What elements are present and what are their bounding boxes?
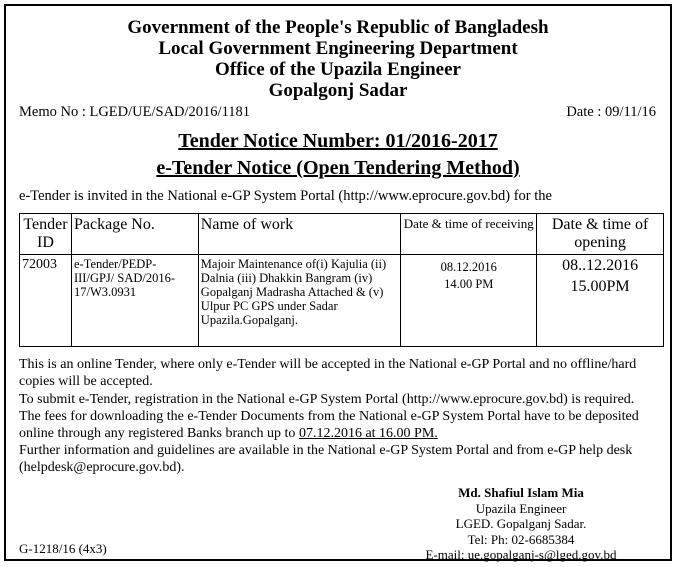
opening-time: 15.00PM: [570, 278, 630, 295]
memo-number: Memo No : LGED/UE/SAD/2016/1181: [19, 104, 251, 120]
header-government: Government of the People's Republic of Bangladesh: [127, 17, 549, 38]
notice-header: [6, 17, 670, 101]
signature-block: [396, 485, 646, 563]
table-header-row: [20, 214, 664, 255]
signatory-email: E-mail: ue.gopalganj-s@lged.gov.bd: [425, 547, 617, 562]
paragraph-registration: To submit e-Tender, registration in the National e-GP System Portal (http://www.eprocure.gov.bd) is required.: [19, 392, 635, 407]
header-receiving: Date & time of receiving: [401, 214, 537, 255]
fees-deadline: 07.12.2016 at 16.00 PM.: [298, 426, 438, 441]
header-location: Gopalgonj Sadar: [268, 80, 408, 101]
memo-date: Date : 09/11/16: [566, 104, 656, 120]
memo-row: [19, 104, 656, 121]
signatory-office: LGED. Gopalganj Sadar.: [455, 516, 587, 531]
fees-text: The fees for downloading the e-Tender Documents from the National e-GP System Portal have to be deposited online through any registered Banks branch up to: [19, 409, 639, 441]
signatory-phone: Tel: Ph: 02-6685384: [467, 531, 575, 547]
cell-package-no: e-Tender/PEDP-III/GPJ/ SAD/2016-17/W3.0931: [71, 255, 198, 347]
reference-code: G-1218/16 (4x3): [19, 541, 107, 556]
paragraph-further-info: Further information and guidelines are available in the National e-GP System Portal and from e-GP help desk (helpdesk@eprocure.gov.bd).: [19, 443, 633, 475]
cell-receiving: [401, 255, 537, 347]
header-office: Office of the Upazila Engineer: [215, 59, 461, 80]
receiving-date: 08.12.2016: [440, 260, 497, 274]
paragraph-online-tender: This is an online Tender, where only e-Tender will be accepted in the National e-GP Portal and no offline/hard copies will be accepted.: [19, 357, 637, 389]
table-row: [20, 255, 664, 347]
signatory-designation: Upazila Engineer: [475, 500, 567, 516]
cell-opening: [537, 255, 664, 347]
header-opening: Date & time of opening: [537, 214, 664, 255]
cell-name-of-work: Majoir Maintenance of(i) Kajulia (ii) Dalnia (iii) Dhakkin Bangram (iv) Gopalganj Madrasha Attached & (v) Ulpur PC GPS under Sadar Upazila.Gopalganj.: [198, 255, 401, 347]
paragraph-fees: [19, 408, 656, 442]
header-name-of-work: Name of work: [198, 214, 401, 255]
tender-table: [19, 213, 664, 347]
header-tender-id: Tender ID: [20, 214, 72, 255]
tender-notice-number: Tender Notice Number: 01/2016-2017: [178, 130, 498, 152]
receiving-time: 14.00 PM: [444, 277, 494, 291]
intro-text: e-Tender is invited in the National e-GP System Portal (http://www.eprocure.gov.bd) for the: [19, 188, 552, 204]
cell-tender-id: 72003: [20, 255, 72, 347]
opening-date: 08..12.2016: [562, 257, 639, 274]
tender-method-title: e-Tender Notice (Open Tendering Method): [156, 157, 520, 179]
header-package-no: Package No.: [71, 214, 198, 255]
notice-frame: [4, 4, 672, 561]
header-department: Local Government Engineering Department: [158, 38, 518, 59]
signatory-name: Md. Shafiul Islam Mia: [458, 485, 584, 500]
